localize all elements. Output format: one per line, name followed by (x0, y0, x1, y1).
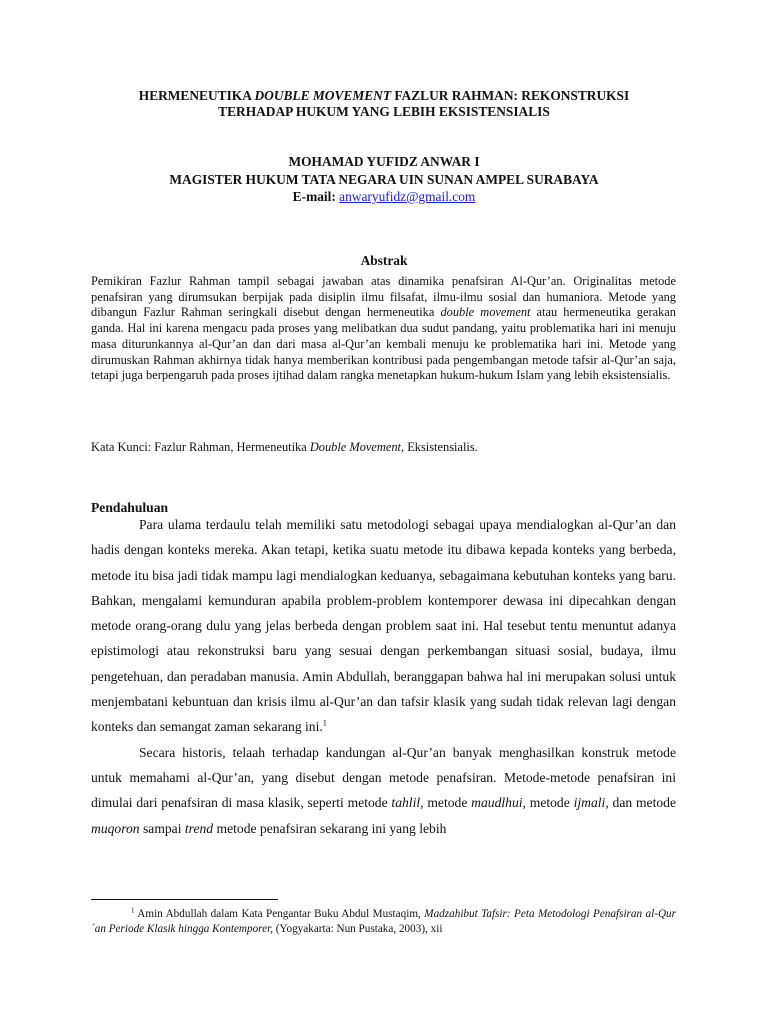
paragraph-1-text: Para ulama terdaulu telah memiliki satu metodologi sebagai upaya mendialogkan al-Qur’an dan hadis dengan konteks mereka. Akan tetapi, ketika suatu metode itu dibawa kepada konteks yang berbeda, metode itu bisa jadi tidak mampu lagi mendialogkan keduanya, sebagaimana kebutuhan konteks yang baru. Bahkan, mengalami kemunduran apabila problem-problem kontemporer dewasa ini dipecahkan dengan metode orang-orang dulu yang jelas berbeda dengan problem saat ini. Hal tesebut tentu menuntut adanya epistimologi atau rekonstruksi baru yang sesuai dengan perkembangan situasi sosial, budaya, ilmu pengetehuan, dan peradaban manusia. Amin Abdullah, beranggapan bahwa hal ini merupakan solusi untuk menjembatani kebuntuan dan krisis ilmu al-Qur’an dan tafsir klasik yang sudah tidak relevan lagi dengan konteks dan semangat zaman sekarang ini. (91, 517, 676, 735)
method-ijmali: ijmali (573, 795, 606, 811)
paragraph-2-text-f: metode penafsiran sekarang ini yang lebih (213, 820, 447, 836)
author-name: MOHAMAD YUFIDZ ANWAR I (288, 154, 480, 169)
section-heading: Pendahuluan (91, 500, 169, 515)
keywords-prefix: Kata Kunci: Fazlur Rahman, Hermeneutika (91, 440, 310, 454)
body-text (91, 512, 676, 841)
paragraph-1 (91, 512, 676, 740)
footnote-book-title: Madzahibut Tafsir: Peta Metodologi Penafsiran al-Qur´an Periode Klasik hingga Kontemporer, (91, 908, 676, 935)
author-affiliation: MAGISTER HUKUM TATA NEGARA UIN SUNAN AMPEL SURABAYA (169, 171, 599, 187)
email-link[interactable]: anwaryufidz@gmail.com (339, 189, 476, 204)
paragraph-2-text-b: , metode (420, 795, 472, 811)
title-italic: DOUBLE MOVEMENT (254, 88, 392, 103)
keywords-suffix: Eksistensialis. (404, 440, 478, 454)
footnote-text-b: (Yogyakarta: Nun Pustaka, 2003), xii (273, 923, 443, 935)
footnote-divider (91, 899, 278, 900)
paragraph-2-text-c: , metode (522, 795, 574, 811)
title-part2: FAZLUR RAHMAN: REKONSTRUKSI (391, 88, 630, 103)
title-line2: TERHADAP HUKUM YANG LEBIH EKSISTENSIALIS (218, 104, 550, 119)
method-muqoron: muqoron (91, 820, 140, 836)
footnote-number: 1 (131, 906, 135, 915)
abstract-text-1: Pemikiran Fazlur Rahman tampil sebagai jawaban atas dinamika penafsiran Al-Qur’an. Originalitas metode penafsiran yang dirumsukan berpijak pada disiplin ilmu filsafat, ilmu-ilmu sosial dan humaniora. Metode yang dibangun Fazlur Rahman seringkali disebut dengan hermeneutika (91, 274, 676, 320)
keywords-italic: Double Movement, (309, 440, 405, 454)
footnote-1 (91, 907, 676, 937)
author-email-line (90, 188, 678, 206)
email-label: E-mail: (292, 189, 340, 204)
abstract-italic: double movement (440, 305, 531, 320)
abstract-text-2: atau hermeneutika gerakan ganda. Hal ini karena mengacu pada proses yang melibatkan dua sudut pandang, yaitu problematika hari ini menuju masa diturunkannya al-Qur’an dan dari masa al-Qur’an kembali menuju ke problematika hari ini. Metode yang dirumuskan Rahman akhirnya tidak hanya memberikan kontribusi pada pengembangan metode tafsir al-Qur’an saja, tetapi juga berpengaruh pada proses ijtihad dalam rangka menetapkan hukum-hukum Islam yang lebih eksistensialis. (91, 305, 676, 383)
method-maudlhui: maudlhui (471, 795, 523, 811)
footnote-ref-1[interactable]: 1 (322, 717, 327, 728)
paragraph-2-text-a: Secara historis, telaah terhadap kandungan al-Qur’an banyak menghasilkan konstruk metode untuk memahami al-Qur’an, yang disebut dengan metode penafsiran. Metode-metode penafsiran ini dimulai dari penafsiran di masa klasik, seperti metode (91, 744, 676, 811)
word-trend: trend (184, 820, 214, 836)
footnote-text-a: Amin Abdullah dalam Kata Pengantar Buku Abdul Mustaqim, (134, 908, 425, 920)
paper-title (90, 88, 678, 120)
author-block (90, 153, 678, 206)
title-part1: HERMENEUTIKA (138, 88, 255, 103)
paragraph-2-text-e: sampai (139, 820, 185, 836)
paragraph-2-text-d: , dan metode (605, 795, 676, 811)
method-tahlil: tahlil (391, 795, 421, 811)
keywords (91, 440, 676, 456)
abstract-heading: Abstrak (360, 253, 408, 268)
abstract-text (91, 274, 676, 384)
paragraph-2 (91, 740, 676, 841)
